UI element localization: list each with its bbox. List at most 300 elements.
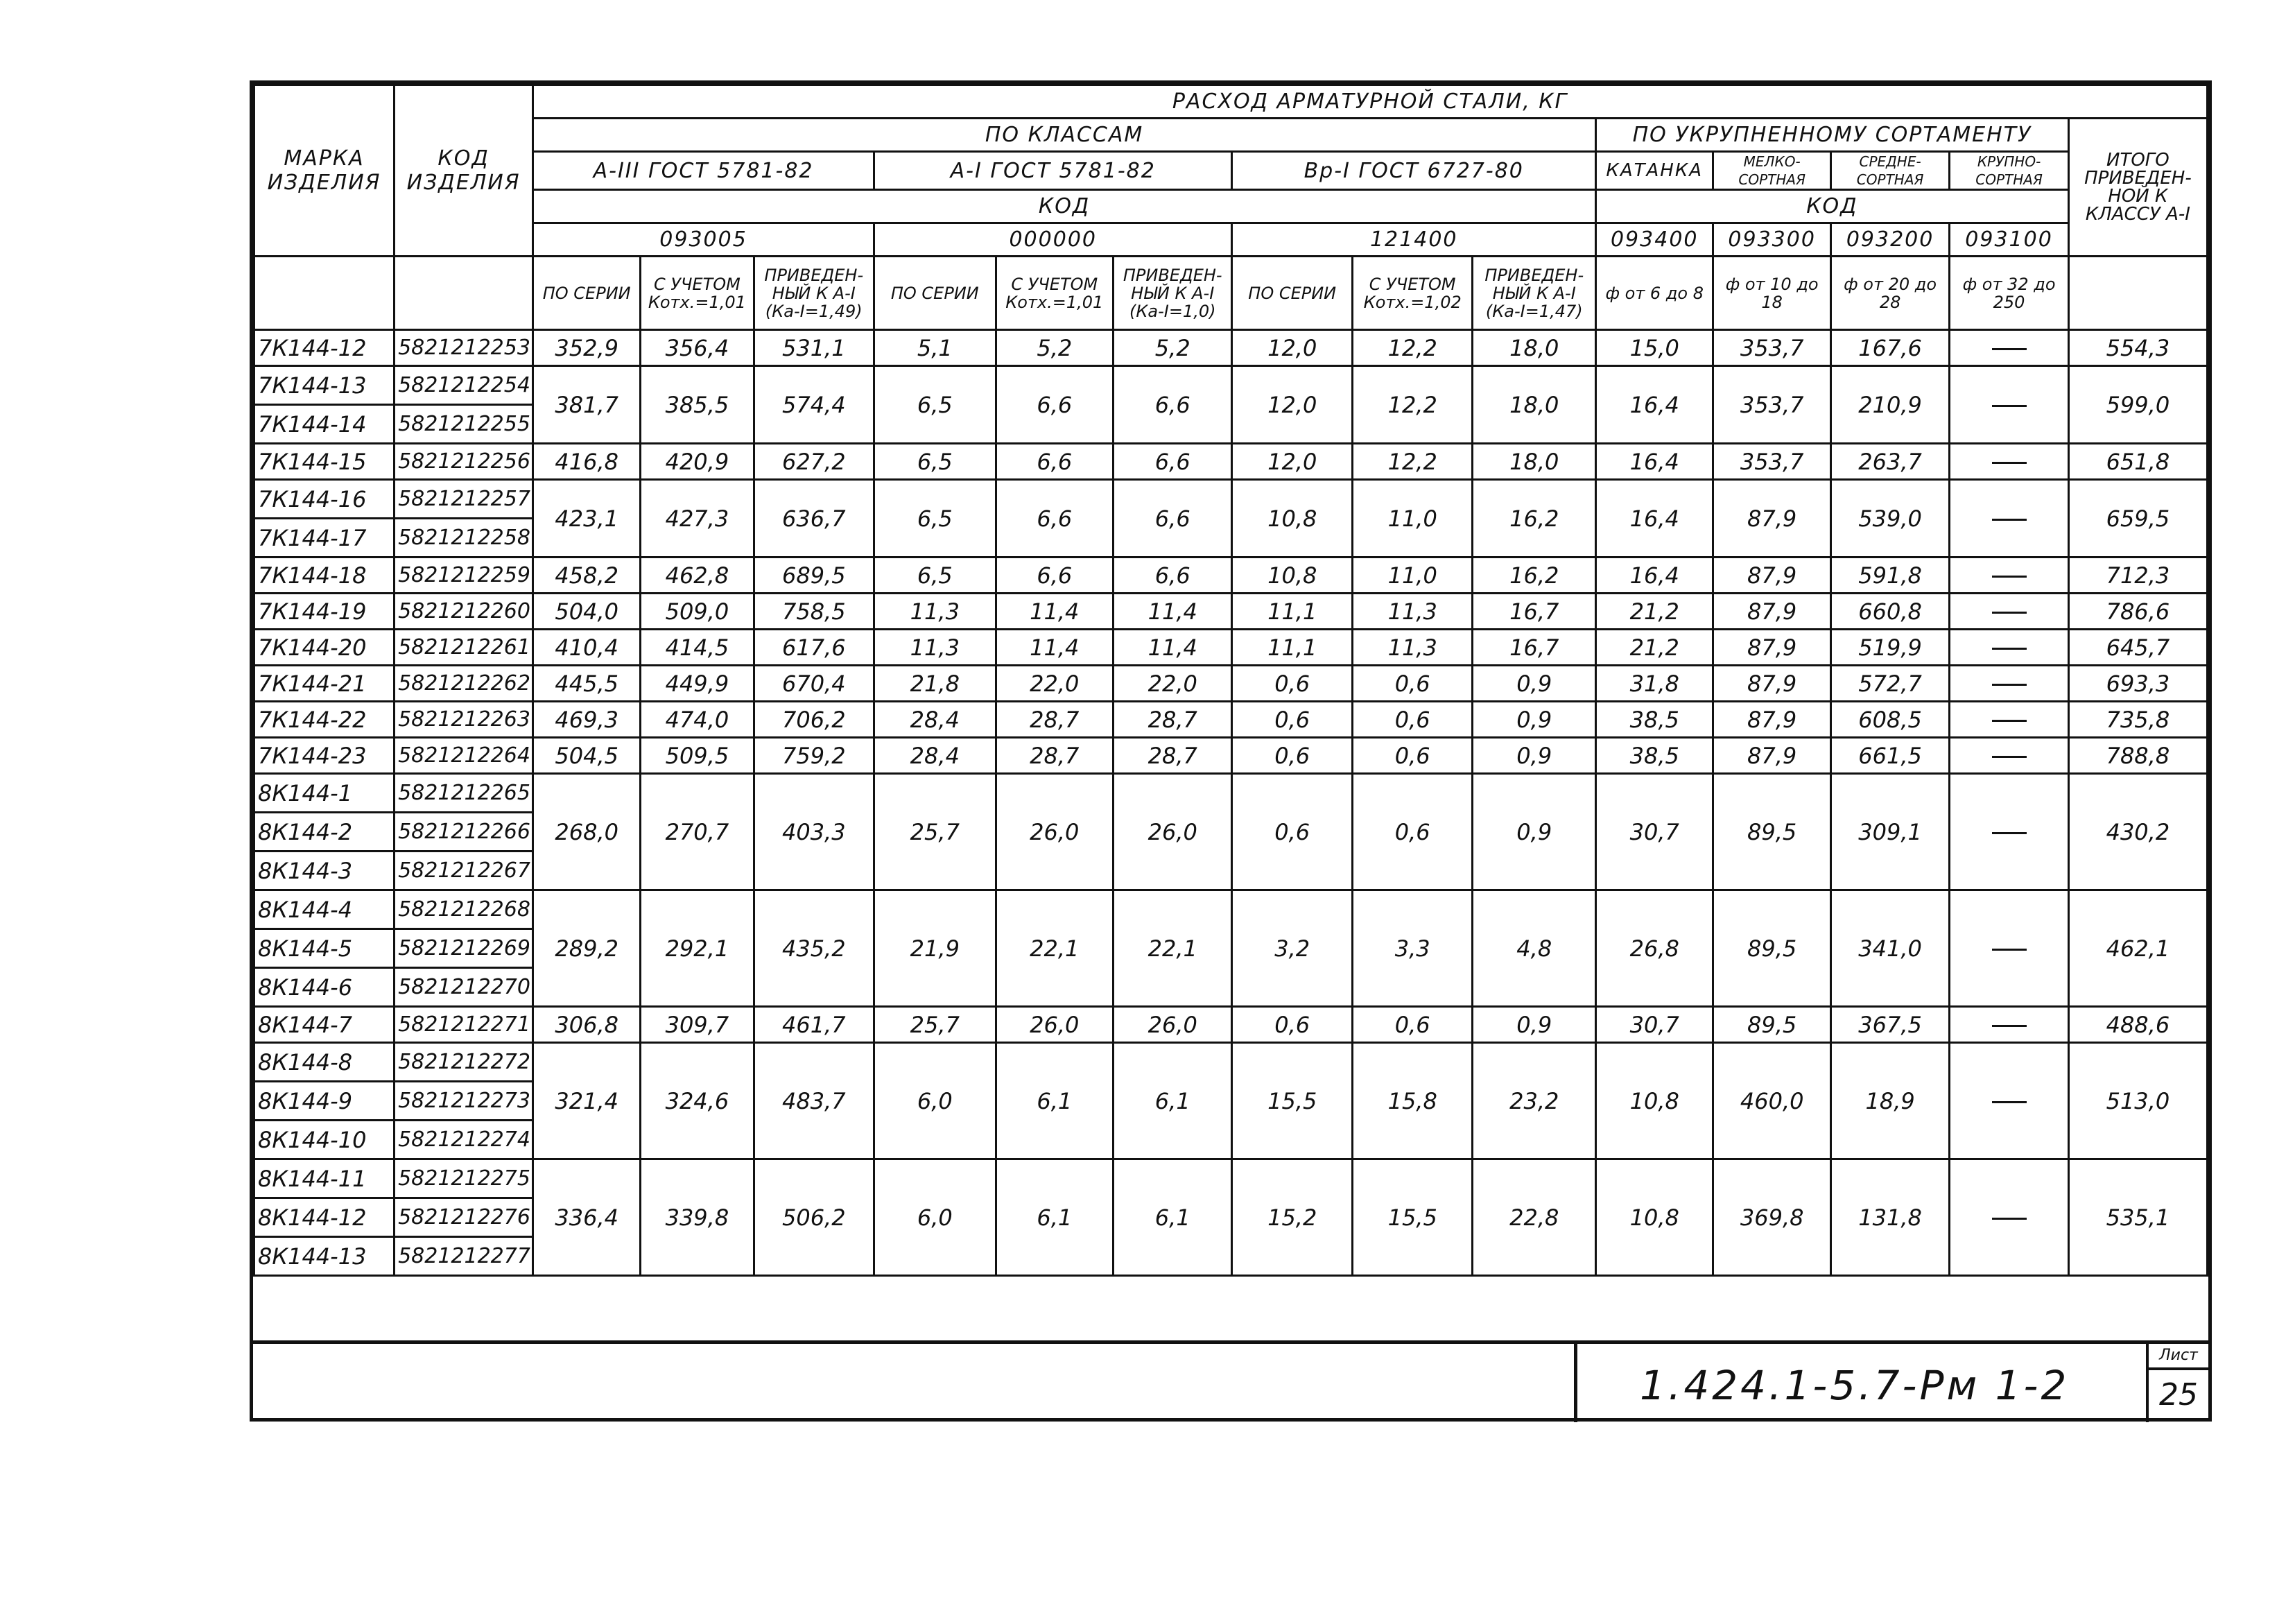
product-mark: 8К144-4 (254, 890, 395, 929)
value-cell: 10,8 (1232, 480, 1353, 558)
value-cell: 458,2 (533, 558, 641, 594)
table-row (254, 630, 2208, 666)
table-row (254, 738, 2208, 774)
value-cell: 12,0 (1232, 330, 1353, 366)
product-mark: 8К144-13 (254, 1237, 395, 1276)
value-cell: 0,6 (1232, 702, 1353, 738)
value-cell: 356,4 (641, 330, 754, 366)
value-cell: 759,2 (754, 738, 874, 774)
empty-value-dash (1950, 702, 2068, 738)
value-cell: 18,9 (1830, 1043, 1949, 1159)
value-cell: 6,6 (1114, 366, 1232, 444)
value-cell: 22,1 (1114, 890, 1232, 1007)
value-cell: 608,5 (1830, 702, 1949, 738)
value-cell: 6,6 (1114, 480, 1232, 558)
value-cell: 6,6 (996, 480, 1113, 558)
code-bp1: 121400 (1232, 223, 1596, 257)
phi-melko: ф от 10 до 18 (1713, 257, 1830, 330)
table-row (254, 444, 2208, 480)
value-cell: 16,7 (1473, 594, 1596, 630)
value-cell: 423,1 (533, 480, 641, 558)
product-code: 5821212268 (395, 890, 533, 929)
consumption-header: РАСХОД АРМАТУРНОЙ СТАЛИ, КГ (533, 85, 2208, 119)
empty-value-dash (1950, 774, 2068, 890)
value-cell: 87,9 (1713, 738, 1830, 774)
value-cell: 28,7 (996, 738, 1113, 774)
value-cell: 353,7 (1713, 330, 1830, 366)
product-code: 5821212276 (395, 1198, 533, 1237)
product-code: 5821212267 (395, 852, 533, 890)
value-cell: 445,5 (533, 666, 641, 702)
value-cell: 309,1 (1830, 774, 1949, 890)
table-row (254, 1159, 2208, 1198)
value-cell: 6,6 (1114, 444, 1232, 480)
value-cell: 89,5 (1713, 774, 1830, 890)
value-cell: 87,9 (1713, 702, 1830, 738)
value-cell: 15,2 (1232, 1159, 1353, 1276)
empty-value-dash (1950, 444, 2068, 480)
value-cell: 167,6 (1830, 330, 1949, 366)
value-cell: 0,6 (1232, 666, 1353, 702)
value-cell: 6,5 (874, 366, 996, 444)
col-mark-header: МАРКА ИЗДЕЛИЯ (254, 85, 395, 257)
product-mark: 7К144-20 (254, 630, 395, 666)
value-cell: 339,8 (641, 1159, 754, 1276)
sub-red149: ПРИВЕДЕН-НЫЙ К А-I (Ка-I=1,49) (754, 257, 874, 330)
value-cell: 87,9 (1713, 480, 1830, 558)
phi-katanka: ф от 6 до 8 (1596, 257, 1713, 330)
value-cell: 22,0 (1114, 666, 1232, 702)
product-code: 5821212258 (395, 519, 533, 558)
value-cell: 0,6 (1352, 774, 1473, 890)
dash-mark (1992, 832, 2027, 834)
value-cell: 16,4 (1596, 444, 1713, 480)
sub-red147: ПРИВЕДЕН-НЫЙ К А-I (Ка-I=1,47) (1473, 257, 1596, 330)
value-cell: 21,2 (1596, 594, 1713, 630)
value-cell: 6,1 (1114, 1159, 1232, 1276)
value-cell: 6,6 (1114, 558, 1232, 594)
value-cell: 469,3 (533, 702, 641, 738)
value-cell: 6,0 (874, 1159, 996, 1276)
product-code: 5821212259 (395, 558, 533, 594)
product-mark: 8К144-5 (254, 929, 395, 968)
value-cell: 0,6 (1232, 1007, 1353, 1043)
value-cell: 12,2 (1352, 330, 1473, 366)
value-cell: 435,2 (754, 890, 874, 1007)
product-mark: 7К144-19 (254, 594, 395, 630)
value-cell: 11,3 (874, 594, 996, 630)
value-cell: 26,0 (996, 1007, 1113, 1043)
product-code: 5821212266 (395, 813, 533, 852)
value-cell: 689,5 (754, 558, 874, 594)
value-cell: 513,0 (2068, 1043, 2207, 1159)
value-cell: 6,5 (874, 558, 996, 594)
table-row (254, 890, 2208, 929)
empty-value-dash (1950, 1007, 2068, 1043)
empty-value-dash (1950, 630, 2068, 666)
value-cell: 6,5 (874, 480, 996, 558)
value-cell: 23,2 (1473, 1043, 1596, 1159)
value-cell: 617,6 (754, 630, 874, 666)
value-cell: 12,0 (1232, 366, 1353, 444)
value-cell: 18,0 (1473, 444, 1596, 480)
value-cell: 28,4 (874, 702, 996, 738)
value-cell: 28,7 (996, 702, 1113, 738)
doc-code: 1.424.1-5.7-Рм 1-2 (1640, 1362, 2070, 1409)
product-mark: 8К144-9 (254, 1082, 395, 1121)
value-cell: 353,7 (1713, 444, 1830, 480)
value-cell: 309,7 (641, 1007, 754, 1043)
code-melko: 093300 (1713, 223, 1830, 257)
value-cell: 531,1 (754, 330, 874, 366)
product-mark: 8К144-7 (254, 1007, 395, 1043)
doc-code-box (1574, 1344, 2208, 1422)
code-sredne: 093200 (1830, 223, 1949, 257)
value-cell: 461,7 (754, 1007, 874, 1043)
value-cell: 87,9 (1713, 594, 1830, 630)
value-cell: 31,8 (1596, 666, 1713, 702)
value-cell: 670,4 (754, 666, 874, 702)
product-code: 5821212257 (395, 480, 533, 519)
value-cell: 627,2 (754, 444, 874, 480)
table-row (254, 366, 2208, 405)
dash-mark (1992, 1101, 2027, 1103)
value-cell: 488,6 (2068, 1007, 2207, 1043)
value-cell: 636,7 (754, 480, 874, 558)
value-cell: 539,0 (1830, 480, 1949, 558)
value-cell: 87,9 (1713, 666, 1830, 702)
code-krupno: 093100 (1950, 223, 2068, 257)
value-cell: 788,8 (2068, 738, 2207, 774)
value-cell: 6,6 (996, 366, 1113, 444)
empty-header-cell (2068, 257, 2207, 330)
sub-series-a1: ПО СЕРИИ (874, 257, 996, 330)
empty-value-dash (1950, 738, 2068, 774)
value-cell: 786,6 (2068, 594, 2207, 630)
product-code: 5821212260 (395, 594, 533, 630)
value-cell: 385,5 (641, 366, 754, 444)
dash-mark (1992, 756, 2027, 758)
sredne-header: СРЕДНЕ-СОРТНАЯ (1830, 152, 1949, 190)
value-cell: 462,1 (2068, 890, 2207, 1007)
table-row (254, 558, 2208, 594)
by-assortment-header: ПО УКРУПНЕННОМУ СОРТАМЕНТУ (1596, 119, 2069, 152)
value-cell: 506,2 (754, 1159, 874, 1276)
empty-value-dash (1950, 594, 2068, 630)
value-cell: 16,2 (1473, 558, 1596, 594)
value-cell: 6,1 (996, 1159, 1113, 1276)
product-mark: 7К144-17 (254, 519, 395, 558)
value-cell: 28,7 (1114, 738, 1232, 774)
value-cell: 460,0 (1713, 1043, 1830, 1159)
value-cell: 16,7 (1473, 630, 1596, 666)
code-a3: 093005 (533, 223, 874, 257)
value-cell: 11,4 (996, 594, 1113, 630)
value-cell: 0,9 (1473, 1007, 1596, 1043)
value-cell: 0,9 (1473, 738, 1596, 774)
product-code: 5821212273 (395, 1082, 533, 1121)
product-mark: 7К144-15 (254, 444, 395, 480)
table-body (254, 330, 2208, 1276)
value-cell: 87,9 (1713, 630, 1830, 666)
value-cell: 6,0 (874, 1043, 996, 1159)
value-cell: 519,9 (1830, 630, 1949, 666)
value-cell: 11,3 (1352, 630, 1473, 666)
value-cell: 3,3 (1352, 890, 1473, 1007)
value-cell: 15,0 (1596, 330, 1713, 366)
value-cell: 403,3 (754, 774, 874, 890)
dash-mark (1992, 348, 2027, 350)
value-cell: 10,8 (1596, 1043, 1713, 1159)
value-cell: 10,8 (1596, 1159, 1713, 1276)
value-cell: 352,9 (533, 330, 641, 366)
product-mark: 7К144-18 (254, 558, 395, 594)
product-code: 5821212264 (395, 738, 533, 774)
value-cell: 16,4 (1596, 366, 1713, 444)
value-cell: 410,4 (533, 630, 641, 666)
value-cell: 15,5 (1232, 1043, 1353, 1159)
title-block (253, 1340, 2208, 1422)
value-cell: 599,0 (2068, 366, 2207, 444)
value-cell: 270,7 (641, 774, 754, 890)
value-cell: 369,8 (1713, 1159, 1830, 1276)
code-katanka: 093400 (1596, 223, 1713, 257)
product-code: 5821212272 (395, 1043, 533, 1082)
empty-header-cell (395, 257, 533, 330)
product-mark: 8К144-10 (254, 1121, 395, 1159)
product-mark: 8К144-11 (254, 1159, 395, 1198)
value-cell: 661,5 (1830, 738, 1949, 774)
value-cell: 0,6 (1352, 666, 1473, 702)
value-cell: 572,7 (1830, 666, 1949, 702)
value-cell: 11,0 (1352, 480, 1473, 558)
value-cell: 427,3 (641, 480, 754, 558)
sub-k101: С УЧЕТОМ Котх.=1,01 (641, 257, 754, 330)
value-cell: 706,2 (754, 702, 874, 738)
value-cell: 353,7 (1713, 366, 1830, 444)
value-cell: 25,7 (874, 1007, 996, 1043)
table-row (254, 330, 2208, 366)
value-cell: 11,3 (1352, 594, 1473, 630)
table-row (254, 774, 2208, 813)
product-code: 5821212270 (395, 968, 533, 1007)
empty-value-dash (1950, 1043, 2068, 1159)
value-cell: 535,1 (2068, 1159, 2207, 1276)
value-cell: 509,0 (641, 594, 754, 630)
code-a1: 000000 (874, 223, 1232, 257)
product-mark: 8К144-12 (254, 1198, 395, 1237)
product-mark: 7К144-14 (254, 405, 395, 444)
empty-value-dash (1950, 1159, 2068, 1276)
value-cell: 28,7 (1114, 702, 1232, 738)
value-cell: 21,8 (874, 666, 996, 702)
value-cell: 660,8 (1830, 594, 1949, 630)
dash-mark (1992, 648, 2027, 650)
dash-mark (1992, 684, 2027, 686)
value-cell: 306,8 (533, 1007, 641, 1043)
value-cell: 5,2 (1114, 330, 1232, 366)
table-row (254, 480, 2208, 519)
dash-mark (1992, 576, 2027, 578)
value-cell: 38,5 (1596, 738, 1713, 774)
value-cell: 449,9 (641, 666, 754, 702)
product-code: 5821212256 (395, 444, 533, 480)
dash-mark (1992, 519, 2027, 521)
krupno-header: КРУПНО-СОРТНАЯ (1950, 152, 2068, 190)
group-a3-header: А-III ГОСТ 5781-82 (533, 152, 874, 190)
product-code: 5821212265 (395, 774, 533, 813)
dash-mark (1992, 1218, 2027, 1220)
value-cell: 18,0 (1473, 366, 1596, 444)
value-cell: 131,8 (1830, 1159, 1949, 1276)
product-code: 5821212271 (395, 1007, 533, 1043)
value-cell: 25,7 (874, 774, 996, 890)
value-cell: 554,3 (2068, 330, 2207, 366)
value-cell: 292,1 (641, 890, 754, 1007)
value-cell: 11,4 (996, 630, 1113, 666)
value-cell: 645,7 (2068, 630, 2207, 666)
product-mark: 7К144-13 (254, 366, 395, 405)
value-cell: 12,0 (1232, 444, 1353, 480)
value-cell: 735,8 (2068, 702, 2207, 738)
empty-header-cell (254, 257, 395, 330)
table-row (254, 702, 2208, 738)
product-code: 5821212255 (395, 405, 533, 444)
value-cell: 6,6 (996, 444, 1113, 480)
value-cell: 6,6 (996, 558, 1113, 594)
product-code: 5821212253 (395, 330, 533, 366)
value-cell: 5,1 (874, 330, 996, 366)
value-cell: 268,0 (533, 774, 641, 890)
by-classes-header: ПО КЛАССАМ (533, 119, 1596, 152)
value-cell: 504,5 (533, 738, 641, 774)
value-cell: 6,1 (996, 1043, 1113, 1159)
value-cell: 6,5 (874, 444, 996, 480)
value-cell: 89,5 (1713, 890, 1830, 1007)
value-cell: 659,5 (2068, 480, 2207, 558)
melko-header: МЕЛКО-СОРТНАЯ (1713, 152, 1830, 190)
value-cell: 30,7 (1596, 1007, 1713, 1043)
value-cell: 483,7 (754, 1043, 874, 1159)
table-header (254, 85, 2208, 330)
table-row (254, 594, 2208, 630)
value-cell: 11,4 (1114, 630, 1232, 666)
product-code: 5821212277 (395, 1237, 533, 1276)
value-cell: 22,8 (1473, 1159, 1596, 1276)
value-cell: 15,8 (1352, 1043, 1473, 1159)
value-cell: 21,2 (1596, 630, 1713, 666)
value-cell: 430,2 (2068, 774, 2207, 890)
empty-value-dash (1950, 558, 2068, 594)
value-cell: 381,7 (533, 366, 641, 444)
value-cell: 341,0 (1830, 890, 1949, 1007)
dash-mark (1992, 949, 2027, 951)
product-code: 5821212274 (395, 1121, 533, 1159)
dash-mark (1992, 462, 2027, 464)
product-mark: 8К144-6 (254, 968, 395, 1007)
katanka-header: КАТАНКА (1596, 152, 1713, 190)
sub-red10: ПРИВЕДЕН-НЫЙ К А-I (Ка-I=1,0) (1114, 257, 1232, 330)
value-cell: 87,9 (1713, 558, 1830, 594)
value-cell: 5,2 (996, 330, 1113, 366)
value-cell: 11,3 (874, 630, 996, 666)
value-cell: 509,5 (641, 738, 754, 774)
value-cell: 11,4 (1114, 594, 1232, 630)
value-cell: 336,4 (533, 1159, 641, 1276)
value-cell: 416,8 (533, 444, 641, 480)
value-cell: 10,8 (1232, 558, 1353, 594)
kod-left-header: КОД (533, 190, 1596, 223)
value-cell: 16,4 (1596, 480, 1713, 558)
value-cell: 0,6 (1232, 774, 1353, 890)
group-a1-header: А-I ГОСТ 5781-82 (874, 152, 1232, 190)
value-cell: 0,6 (1352, 1007, 1473, 1043)
product-mark: 8К144-2 (254, 813, 395, 852)
value-cell: 0,6 (1352, 738, 1473, 774)
steel-consumption-table (253, 84, 2208, 1277)
kod-right-header: КОД (1596, 190, 2069, 223)
value-cell: 420,9 (641, 444, 754, 480)
value-cell: 22,0 (996, 666, 1113, 702)
value-cell: 21,9 (874, 890, 996, 1007)
document-sheet (250, 80, 2212, 1422)
sub-k101b: С УЧЕТОМ Котх.=1,01 (996, 257, 1113, 330)
value-cell: 289,2 (533, 890, 641, 1007)
value-cell: 504,0 (533, 594, 641, 630)
value-cell: 16,4 (1596, 558, 1713, 594)
table-row (254, 1043, 2208, 1082)
value-cell: 0,6 (1232, 738, 1353, 774)
value-cell: 0,9 (1473, 702, 1596, 738)
value-cell: 89,5 (1713, 1007, 1830, 1043)
value-cell: 263,7 (1830, 444, 1949, 480)
empty-value-dash (1950, 480, 2068, 558)
product-mark: 7К144-16 (254, 480, 395, 519)
dash-mark (1992, 720, 2027, 722)
value-cell: 4,8 (1473, 890, 1596, 1007)
empty-value-dash (1950, 330, 2068, 366)
value-cell: 462,8 (641, 558, 754, 594)
value-cell: 11,1 (1232, 594, 1353, 630)
empty-value-dash (1950, 666, 2068, 702)
sub-series-bp1: ПО СЕРИИ (1232, 257, 1353, 330)
value-cell: 12,2 (1352, 444, 1473, 480)
product-mark: 8К144-1 (254, 774, 395, 813)
product-code: 5821212254 (395, 366, 533, 405)
product-code: 5821212275 (395, 1159, 533, 1198)
value-cell: 26,0 (1114, 774, 1232, 890)
phi-sredne: ф от 20 до 28 (1830, 257, 1949, 330)
value-cell: 26,8 (1596, 890, 1713, 1007)
dash-mark (1992, 405, 2027, 407)
table-row (254, 1007, 2208, 1043)
value-cell: 38,5 (1596, 702, 1713, 738)
value-cell: 12,2 (1352, 366, 1473, 444)
dash-mark (1992, 612, 2027, 614)
empty-value-dash (1950, 366, 2068, 444)
sheet-number: 25 (2146, 1367, 2208, 1422)
value-cell: 474,0 (641, 702, 754, 738)
product-code: 5821212269 (395, 929, 533, 968)
phi-krupno: ф от 32 до 250 (1950, 257, 2068, 330)
product-mark: 7К144-12 (254, 330, 395, 366)
total-header: ИТОГО ПРИВЕДЕН-НОЙ К КЛАССУ А-I (2068, 119, 2207, 257)
value-cell: 367,5 (1830, 1007, 1949, 1043)
product-code: 5821212263 (395, 702, 533, 738)
product-code: 5821212261 (395, 630, 533, 666)
value-cell: 591,8 (1830, 558, 1949, 594)
value-cell: 26,0 (1114, 1007, 1232, 1043)
